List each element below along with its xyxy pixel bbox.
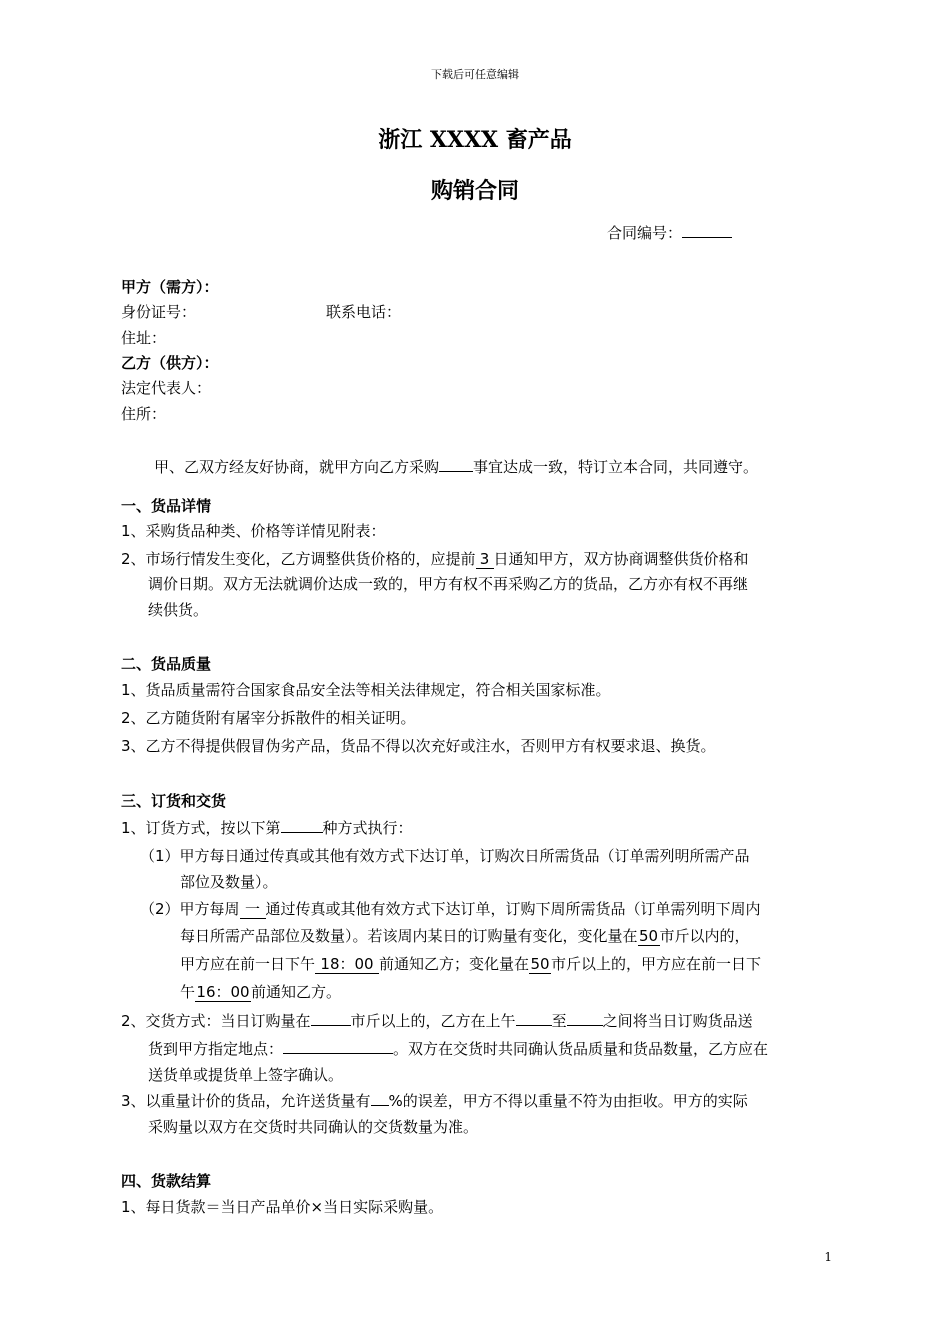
option-1-line2: 部位及数量）。 (180, 873, 278, 891)
section-3-item-2-line2-pre: 货到甲方指定地点： (148, 1040, 284, 1058)
delivery-start-time-blank[interactable] (516, 1025, 552, 1026)
option-2-line2 (180, 926, 750, 946)
section-1-item-2-pre: 2、市场行情发生变化，乙方调整供货价格的，应提前 (121, 550, 476, 568)
option-2-line2-pre: 每日所需产品部位及数量）。若该周内某日的订购量有变化，变化量在 (180, 927, 638, 945)
section-3-item-3 (121, 1091, 748, 1111)
section-2-item-3: 3、乙方不得提供假冒伪劣产品，货品不得以次充好或注水，否则甲方有权要求退、换货。 (121, 737, 716, 755)
section-1-item-2-post: 日通知甲方，双方协商调整供货价格和 (493, 550, 749, 568)
tolerance-percent-blank[interactable] (371, 1105, 389, 1106)
option-2-line3-pre: 甲方应在前一日下午 (180, 955, 316, 973)
intro-paragraph (154, 457, 758, 477)
section-1-item-1: 1、采购货品种类、价格等详情见附表： (121, 522, 386, 540)
section-2-heading: 二、货品质量 (121, 655, 212, 673)
party-b-rep-label: 法定代表人： (121, 379, 212, 397)
section-3-item-3-post: %的误差，甲方不得以重量不符为由拒收。甲方的实际 (388, 1092, 748, 1110)
option-1-line1: （1）甲方每日通过传真或其他有效方式下达订单，订购次日所需货品（订单需列明所需产品 (140, 847, 750, 865)
option-2-line3-post: 市斤以上的，甲方应在前一日下 (551, 955, 762, 973)
section-1-heading: 一、货品详情 (121, 497, 212, 515)
intro-text-pre: 甲、乙双方经友好协商，就甲方向乙方采购 (154, 458, 440, 476)
delivery-qty-blank[interactable] (311, 1025, 351, 1026)
option-2-line1-post: 通过传真或其他有效方式下达订单，订购下周所需货品（订单需列明下周内 (265, 900, 761, 918)
section-1-item-2-line3: 续供货。 (148, 601, 209, 619)
party-b-heading: 乙方（供方）： (121, 354, 219, 372)
option-2-line1 (140, 899, 761, 919)
notice-time-field-2[interactable]: 16：00 (196, 983, 250, 1001)
contract-title-line1: 浙江 XXXX 畜产品 (378, 127, 572, 153)
delivery-end-time-blank[interactable] (567, 1025, 603, 1026)
party-a-heading: 甲方（需方）： (121, 278, 219, 296)
delivery-location-blank[interactable] (283, 1053, 393, 1054)
contract-number-label: 合同编号： (607, 224, 683, 242)
intro-text-post: 事宜达成一致，特订立本合同，共同遵守。 (473, 458, 759, 476)
section-1-item-2 (121, 549, 749, 569)
option-2-line2-post: 市斤以内的， (659, 927, 750, 945)
section-2-item-2: 2、乙方随货附有屠宰分拆散件的相关证明。 (121, 709, 416, 727)
contract-title-line2: 购销合同 (430, 178, 519, 204)
section-3-item-2-mid1: 市斤以上的，乙方在上午 (350, 1012, 516, 1030)
section-2-item-1: 1、货品质量需符合国家食品安全法等相关法律规定，符合相关国家标准。 (121, 681, 611, 699)
section-3-heading: 三、订货和交货 (121, 792, 227, 810)
option-2-line3-mid: 前通知乙方；变化量在 (379, 955, 530, 973)
change-qty-field-2[interactable]: 50 (530, 955, 550, 973)
section-3-item-2-post: 之间将当日订购货品送 (602, 1012, 753, 1030)
notice-time-field-1[interactable]: 18：00 (315, 956, 379, 974)
order-weekday-field[interactable]: 一 (240, 901, 266, 919)
party-b-address-label: 住所： (121, 405, 167, 423)
option-2-line4-pre: 午 (180, 983, 196, 1001)
party-a-id-label: 身份证号： (121, 303, 197, 321)
section-3-item-2-line2 (148, 1039, 768, 1059)
section-3-item-3-line2: 采购量以双方在交货时共同确认的交货数量为准。 (148, 1118, 479, 1136)
section-3-item-1-pre: 1、订货方式，按以下第 (121, 819, 281, 837)
section-3-item-2-line2-post: 。双方在交货时共同确认货品质量和货品数量，乙方应在 (393, 1040, 769, 1058)
section-3-item-1 (121, 818, 413, 838)
section-4-item-1: 1、每日货款＝当日产品单价×当日实际采购量。 (121, 1198, 444, 1216)
section-3-item-1-post: 种方式执行： (322, 819, 413, 837)
section-3-item-2-mid2: 至 (551, 1012, 567, 1030)
section-1-item-2-line2: 调价日期。双方无法就调价达成一致的，甲方有权不再采购乙方的货品，乙方亦有权不再继 (148, 575, 749, 593)
party-a-address-label: 住址： (121, 329, 167, 347)
option-2-line4-post: 前通知乙方。 (251, 983, 342, 1001)
page-number: 1 (824, 1250, 832, 1264)
contract-number-blank[interactable] (682, 237, 732, 238)
section-3-item-3-pre: 3、以重量计价的货品，允许送货量有 (121, 1092, 371, 1110)
header-note: 下载后可任意编辑 (431, 68, 519, 81)
section-3-item-2-line3: 送货单或提货单上签字确认。 (148, 1066, 344, 1084)
order-method-blank[interactable] (281, 832, 323, 833)
party-a-phone-label: 联系电话： (326, 303, 402, 321)
option-2-line3 (180, 954, 761, 974)
contract-number (607, 223, 732, 243)
change-qty-field-1[interactable]: 50 (638, 927, 659, 945)
notice-days-field[interactable]: 3 (476, 551, 494, 569)
section-3-item-2 (121, 1011, 753, 1031)
section-3-item-2-pre: 2、交货方式：当日订购量在 (121, 1012, 311, 1030)
option-2-line4 (180, 982, 341, 1002)
intro-blank[interactable] (439, 471, 473, 472)
section-4-heading: 四、货款结算 (121, 1172, 212, 1190)
option-2-line1-pre: （2）甲方每周 (140, 900, 240, 918)
